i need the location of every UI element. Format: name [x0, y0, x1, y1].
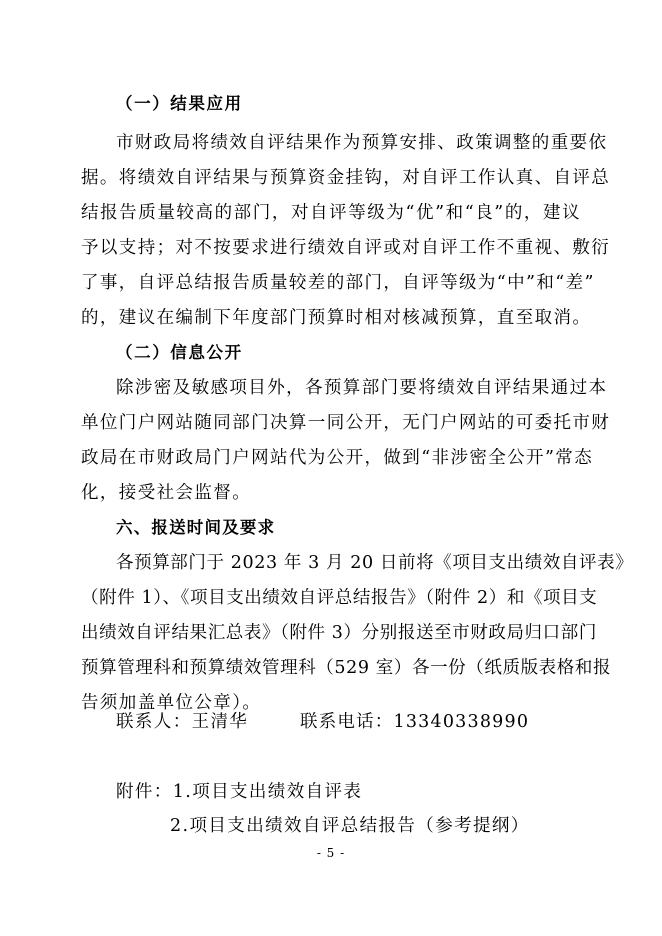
paragraph-line: 告须加盖单位公章）。 — [81, 693, 262, 713]
paragraph-line: 结报告质量较高的部门，对自评等级为“优”和“良”的，建议 — [81, 203, 581, 223]
paragraph-line: 据。将绩效自评结果与预算资金挂钩，对自评工作认真、自评总 — [81, 168, 611, 188]
page-number: - 5 - — [316, 846, 346, 860]
paragraph-line: 的，建议在编制下年度部门预算时相对核减预算，直至取消。 — [81, 308, 592, 328]
paragraph-line: 单位门户网站随同部门决算一同公开，无门户网站的可委托市财 — [81, 413, 611, 433]
paragraph-line: 市财政局将绩效自评结果作为预算安排、政策调整的重要依 — [116, 133, 608, 153]
attachment-line-1: 附件：1.项目支出绩效自评表 — [116, 782, 363, 802]
attachment-line-2: 2.项目支出绩效自评总结报告（参考提纲） — [170, 816, 530, 836]
paragraph-line: 政局在市财政局门户网站代为公开，做到“非涉密全公开”常态 — [81, 448, 594, 468]
paragraph-line: 除涉密及敏感项目外，各预算部门要将绩效自评结果通过本 — [116, 378, 608, 398]
section-heading-submission-requirements: 六、报送时间及要求 — [116, 518, 276, 537]
paragraph-line: 化，接受社会监督。 — [81, 483, 252, 503]
section-heading-result-application: （一）结果应用 — [116, 94, 243, 113]
paragraph-line: 各预算部门于 2023 年 3 月 20 日前将《项目支出绩效自评表》 — [116, 553, 634, 573]
paragraph-line: 预算管理科和预算绩效管理科（529 室）各一份（纸质版表格和报 — [81, 658, 612, 678]
paragraph-line: 出绩效自评结果汇总表》（附件 3）分别报送至市财政局归口部门 — [81, 623, 597, 643]
paragraph-line: （附件 1）、《项目支出绩效自评总结报告》（附件 2）和《项目支 — [81, 588, 598, 608]
contact-person: 联系人：王清华 — [116, 712, 249, 732]
paragraph-line: 了事，自评总结报告质量较差的部门，自评等级为“中”和“差” — [81, 273, 595, 293]
section-heading-information-disclosure: （二）信息公开 — [116, 343, 243, 362]
paragraph-line: 予以支持；对不按要求进行绩效自评或对自评工作不重视、敷衍 — [81, 238, 611, 258]
contact-phone: 联系电话：13340338990 — [300, 712, 530, 732]
